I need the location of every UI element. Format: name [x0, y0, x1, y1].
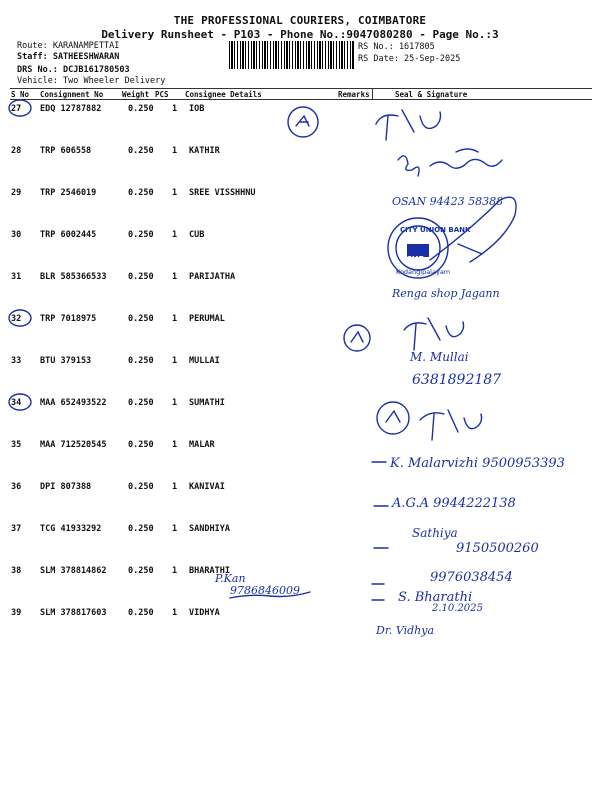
- row-pcs: 1: [172, 524, 178, 534]
- row-pcs: 1: [172, 482, 178, 492]
- row-consignment: BTU 379153: [40, 356, 92, 366]
- col-weight: Weight: [122, 90, 150, 99]
- handwritten-row38-name: S. Bharathi: [398, 590, 473, 605]
- row-weight: 0.250: [128, 104, 154, 114]
- handwritten-row33-phone: 6381892187: [412, 372, 502, 388]
- row-consignee: MALAR: [189, 440, 215, 450]
- row-sno: 38: [11, 566, 22, 576]
- company-title: THE PROFESSIONAL COURIERS, COIMBATORE: [173, 14, 427, 27]
- stamp-top-text: CITY UNION BANK: [400, 226, 471, 234]
- row-weight: 0.250: [128, 146, 154, 156]
- row-consignee: VIDHYA: [189, 608, 220, 618]
- signature-tick-mark: [404, 318, 464, 350]
- handwritten-row38-phone: 9976038454: [430, 570, 513, 585]
- row-circle-mark: [9, 310, 31, 326]
- row-consignee: KATHIR: [189, 146, 220, 156]
- row-consignee: PARIJATHA: [189, 272, 236, 282]
- row-consignee: PERUMAL: [189, 314, 225, 324]
- row-consignment: EDQ 12787882: [40, 104, 102, 114]
- row-weight: 0.250: [128, 482, 154, 492]
- row-consignment: TRP 7018975: [40, 314, 97, 324]
- row-weight: 0.250: [128, 440, 154, 450]
- row-consignee: SREE VISSHHNU: [189, 188, 256, 198]
- row-sno: 39: [11, 608, 22, 618]
- row-consignment: TRP 6002445: [40, 230, 97, 240]
- signature-scribble: [398, 149, 502, 176]
- row-weight: 0.250: [128, 272, 154, 282]
- drs-label: DRS No.: DCJB161780503: [17, 65, 130, 75]
- row-sno: 37: [11, 524, 22, 534]
- row-weight: 0.250: [128, 314, 154, 324]
- row-consignee: BHARATHI: [189, 566, 230, 576]
- stamp-logo-text: CUB: [406, 255, 425, 264]
- row-pcs: 1: [172, 398, 178, 408]
- row-sno: 31: [11, 272, 22, 282]
- handwritten-row31: Renga shop Jagann: [392, 287, 500, 300]
- row-sno: 34: [11, 398, 22, 408]
- row-pcs: 1: [172, 146, 178, 156]
- row-sno: 35: [11, 440, 22, 450]
- row-consignee: SUMATHI: [189, 398, 225, 408]
- col-pcs: PCS: [155, 90, 169, 99]
- handwritten-row29: OSAN 94423 58388: [392, 195, 504, 208]
- row-weight: 0.250: [128, 566, 154, 576]
- rs-date: RS Date: 25-Sep-2025: [358, 54, 461, 64]
- row-sno: 32: [11, 314, 22, 324]
- row-sno: 30: [11, 230, 22, 240]
- signature-scribble: [372, 462, 388, 600]
- row-consignment: TCG 41933292: [40, 524, 102, 534]
- remark-circle-mark: [377, 402, 409, 434]
- handwritten-row39-date: 2.10.2025: [432, 603, 483, 614]
- handwritten-row33-name: M. Mullai: [410, 350, 469, 364]
- row-circle-mark: [9, 394, 31, 410]
- col-consignment: Consignment No: [40, 90, 104, 99]
- handwritten-row37-name: Sathiya: [412, 526, 458, 540]
- handwritten-row39: Dr. Vidhya: [376, 624, 435, 637]
- col-consignee: Consignee Details: [185, 90, 262, 99]
- signature-tick-mark: [376, 110, 441, 140]
- runsheet-subtitle: Delivery Runsheet - P103 - Phone No.:9047080280 - Page No.:3: [101, 28, 499, 41]
- row-consignment: SLM 378817603: [40, 608, 107, 618]
- remark-circle-mark: [344, 325, 370, 351]
- row-consignment: TRP 606558: [40, 146, 92, 156]
- handwritten-row35: K. Malarvizhi 9500953393: [390, 456, 565, 471]
- signature-tick-mark: [420, 410, 482, 440]
- row-pcs: 1: [172, 566, 178, 576]
- row-consignment: BLR 585366533: [40, 272, 107, 282]
- row-pcs: 1: [172, 230, 178, 240]
- row-weight: 0.250: [128, 608, 154, 618]
- row-weight: 0.250: [128, 398, 154, 408]
- row-sno: 29: [11, 188, 22, 198]
- row-weight: 0.250: [128, 524, 154, 534]
- stamp-bottom-text: Kodangipalayam: [396, 268, 451, 276]
- staff-label: Staff: SATHEESHWARAN: [17, 52, 120, 62]
- handwritten-row37-phone: 9150500260: [456, 541, 539, 556]
- row-consignee: IOB: [189, 104, 205, 114]
- row-circle-mark: [9, 100, 31, 116]
- row-weight: 0.250: [128, 230, 154, 240]
- vehicle-label: Vehicle: Two Wheeler Delivery: [17, 76, 166, 86]
- row-pcs: 1: [172, 608, 178, 618]
- col-remarks: Remarks: [338, 90, 370, 99]
- row-consignee: KANIVAI: [189, 482, 225, 492]
- row-sno: 27: [11, 104, 22, 114]
- handwritten-row38-recipient: P.Kan: [215, 572, 246, 585]
- row-sno: 28: [11, 146, 22, 156]
- row-pcs: 1: [172, 272, 178, 282]
- row-consignee: SANDHIYA: [189, 524, 230, 534]
- row-consignment: SLM 378814862: [40, 566, 107, 576]
- row-consignee: MULLAI: [189, 356, 220, 366]
- row-pcs: 1: [172, 440, 178, 450]
- row-pcs: 1: [172, 188, 178, 198]
- rs-number: RS No.: 1617805: [358, 42, 435, 52]
- handwritten-row36: A.G.A 9944222138: [392, 496, 516, 511]
- row-consignment: MAA 712520545: [40, 440, 107, 450]
- row-pcs: 1: [172, 314, 178, 324]
- remark-circle-mark: [288, 107, 318, 137]
- row-pcs: 1: [172, 104, 178, 114]
- handwritten-row38-recipient-phone: 9786846009: [230, 584, 300, 597]
- row-sno: 36: [11, 482, 22, 492]
- row-weight: 0.250: [128, 356, 154, 366]
- row-consignment: MAA 652493522: [40, 398, 107, 408]
- row-consignment: DPI 807388: [40, 482, 92, 492]
- row-pcs: 1: [172, 356, 178, 366]
- col-seal-signature: Seal & Signature: [395, 90, 468, 99]
- row-consignment: TRP 2546019: [40, 188, 97, 198]
- row-consignee: CUB: [189, 230, 205, 240]
- col-sno: S No: [11, 90, 30, 99]
- route-label: Route: KARANAMPETTAI: [17, 41, 120, 51]
- row-weight: 0.250: [128, 188, 154, 198]
- row-sno: 33: [11, 356, 22, 366]
